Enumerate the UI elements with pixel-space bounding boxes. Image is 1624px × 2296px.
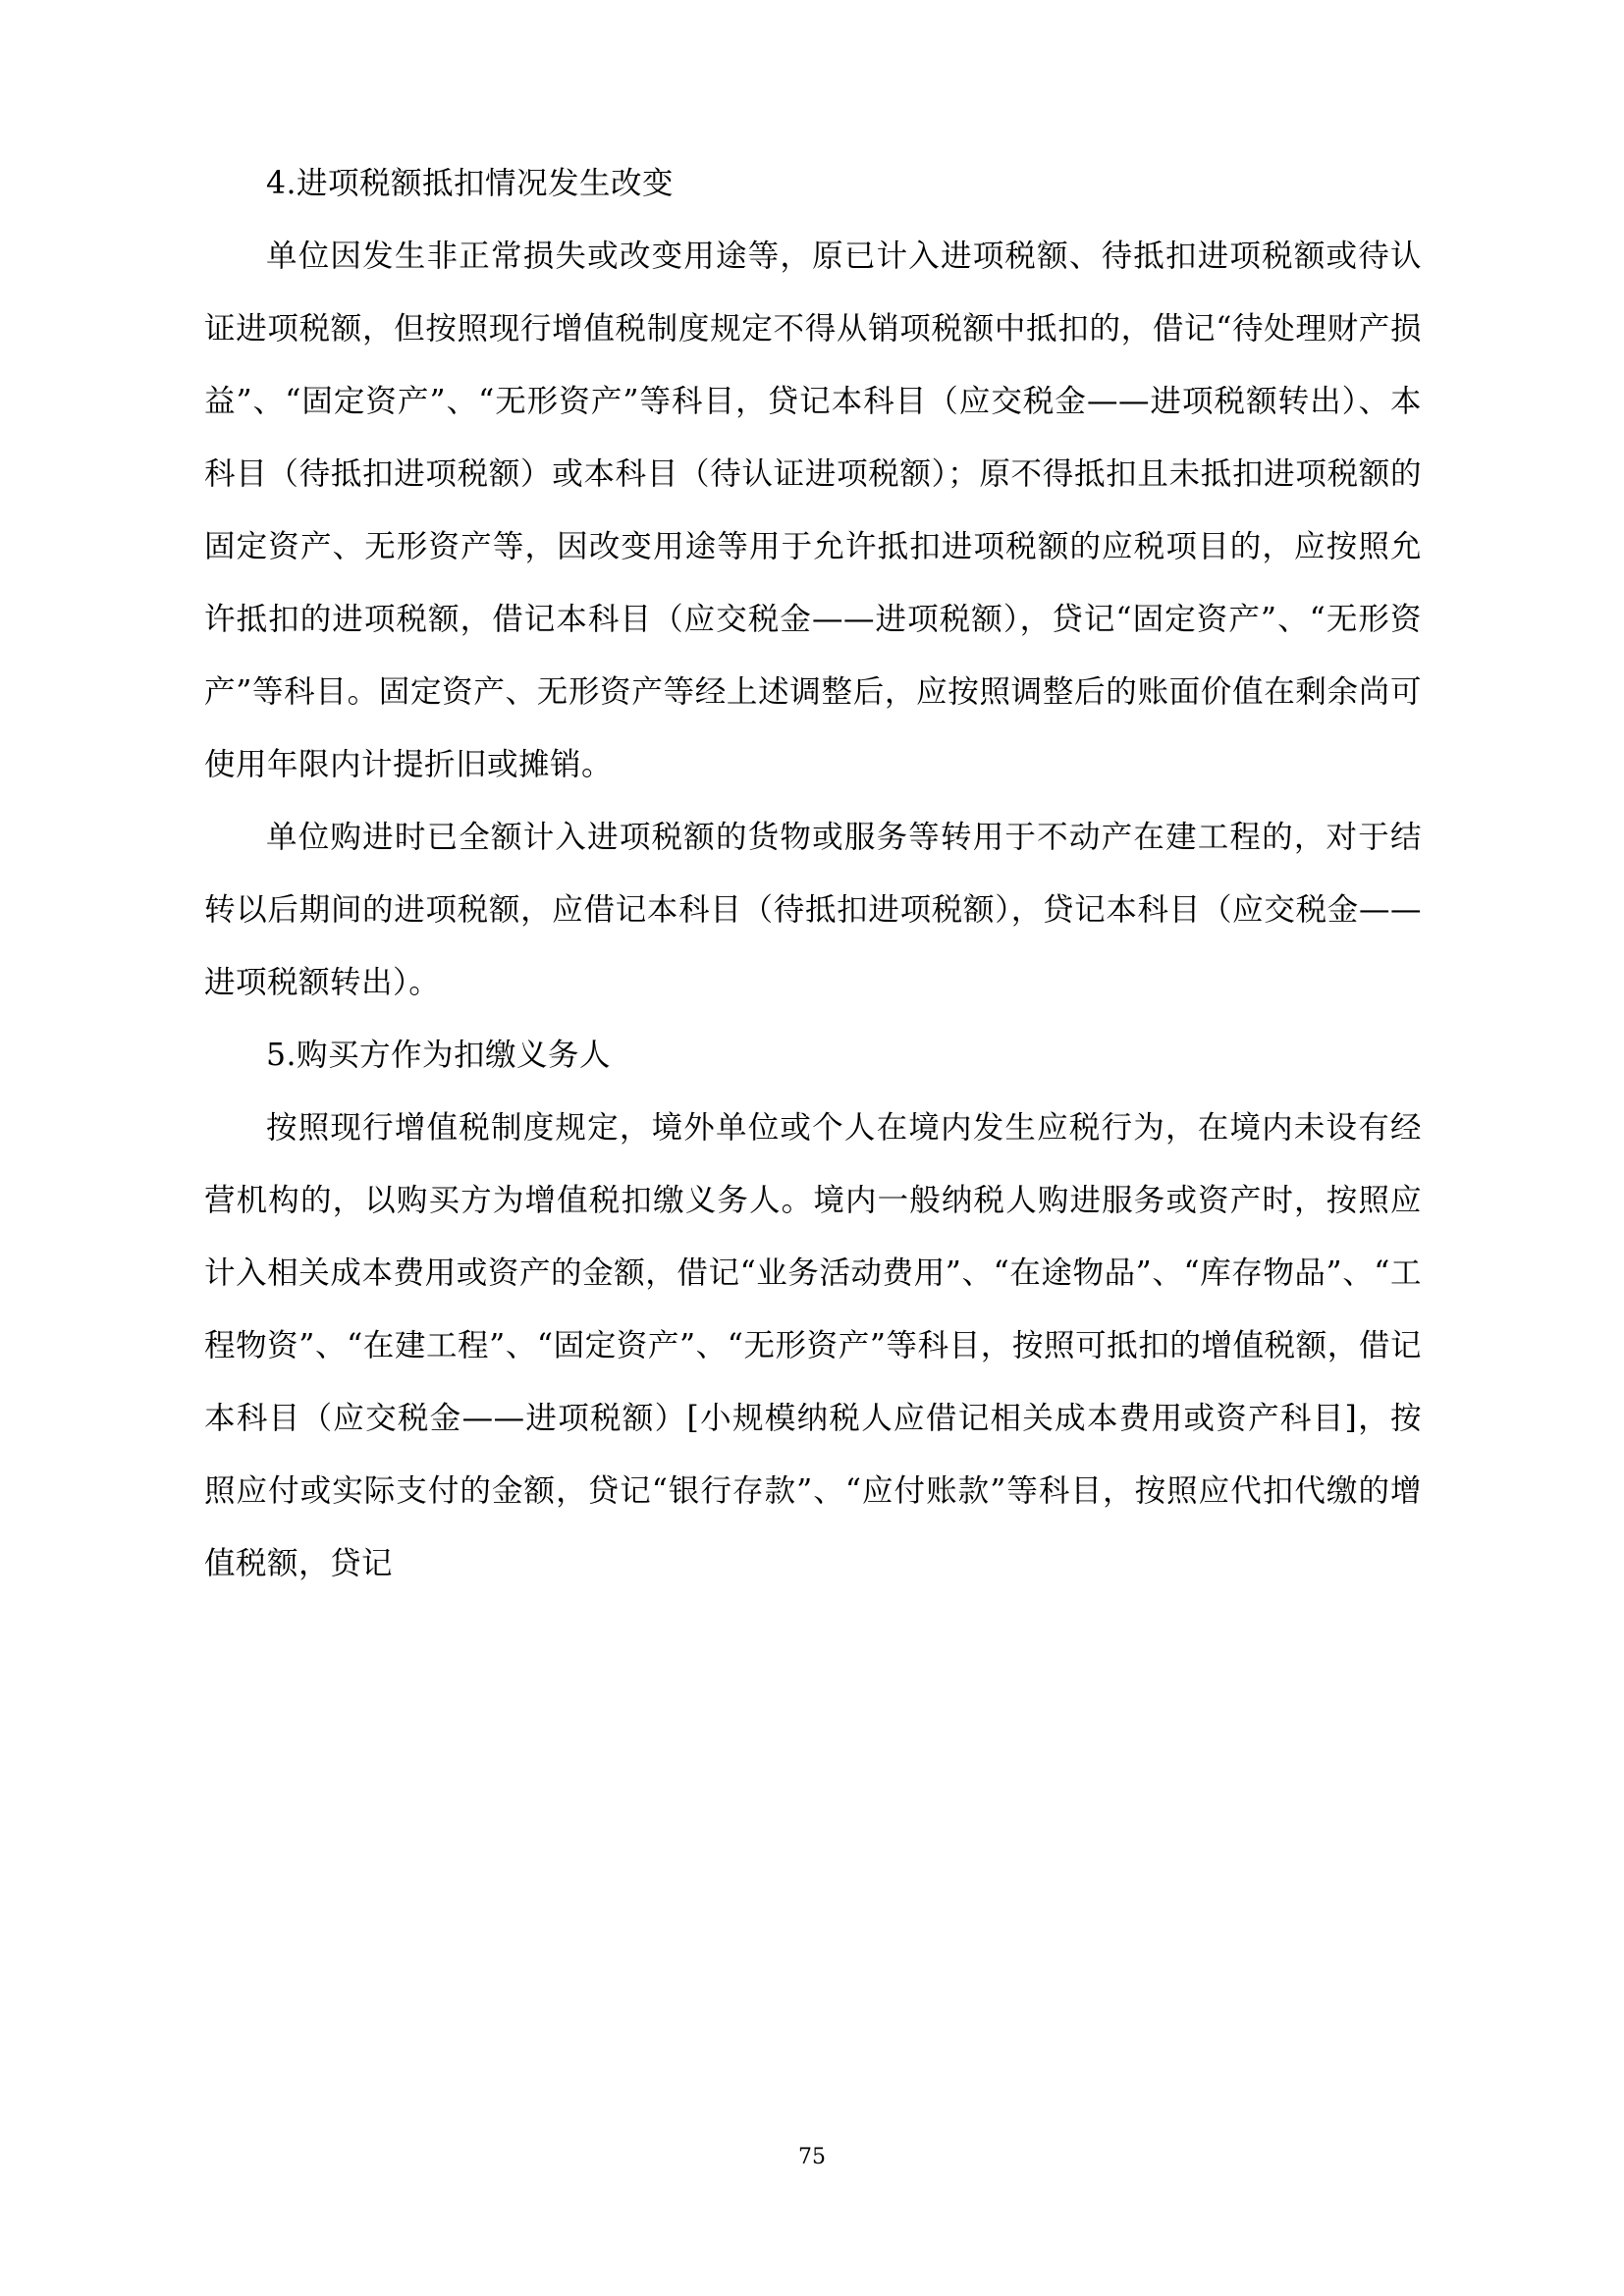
body-paragraph-3: 按照现行增值税制度规定，境外单位或个人在境内发生应税行为，在境内未设有经营机构的，以购买方为增值税扣缴义务人。境内一般纳税人购进服务或资产时，按照应计入相关成本费用或资产的金额，借记“业务活动费用”、“在途物品”、“库存物品”、“工程物资”、“在建工程”、“固定资产”、“无形资产”等科目，按照可抵扣的增值税额，借记本科目（应交税金——进项税额）[小规模纳税人应借记相关成本费用或资产科目]，按照应付或实际支付的金额，贷记“银行存款”、“应付账款”等科目，按照应代扣代缴的增值税额，贷记 xyxy=(204,1110,1422,1581)
section-heading-5: 5.购买方作为扣缴义务人 xyxy=(266,1038,612,1073)
page-number: 75 xyxy=(798,2145,826,2169)
section-heading-4: 4.进项税额抵扣情况发生改变 xyxy=(266,166,675,201)
page-content xyxy=(204,147,1422,1600)
body-paragraph-1: 单位因发生非正常损失或改变用途等，原已计入进项税额、待抵扣进项税额或待认证进项税额，但按照现行增值税制度规定不得从销项税额中抵扣的，借记“待处理财产损益”、“固定资产”、“无形资产”等科目，贷记本科目（应交税金——进项税额转出）、本科目（待抵扣进项税额）或本科目（待认证进项税额）；原不得抵扣且未抵扣进项税额的固定资产、无形资产等，因改变用途等用于允许抵扣进项税额的应税项目的，应按照允许抵扣的进项税额，借记本科目（应交税金——进项税额），贷记“固定资产”、“无形资产”等科目。固定资产、无形资产等经上述调整后，应按照调整后的账面价值在剩余尚可使用年限内计提折旧或摊销。 xyxy=(204,239,1422,782)
body-paragraph-2: 单位购进时已全额计入进项税额的货物或服务等转用于不动产在建工程的，对于结转以后期间的进项税额，应借记本科目（待抵扣进项税额），贷记本科目（应交税金——进项税额转出）。 xyxy=(204,820,1422,1000)
